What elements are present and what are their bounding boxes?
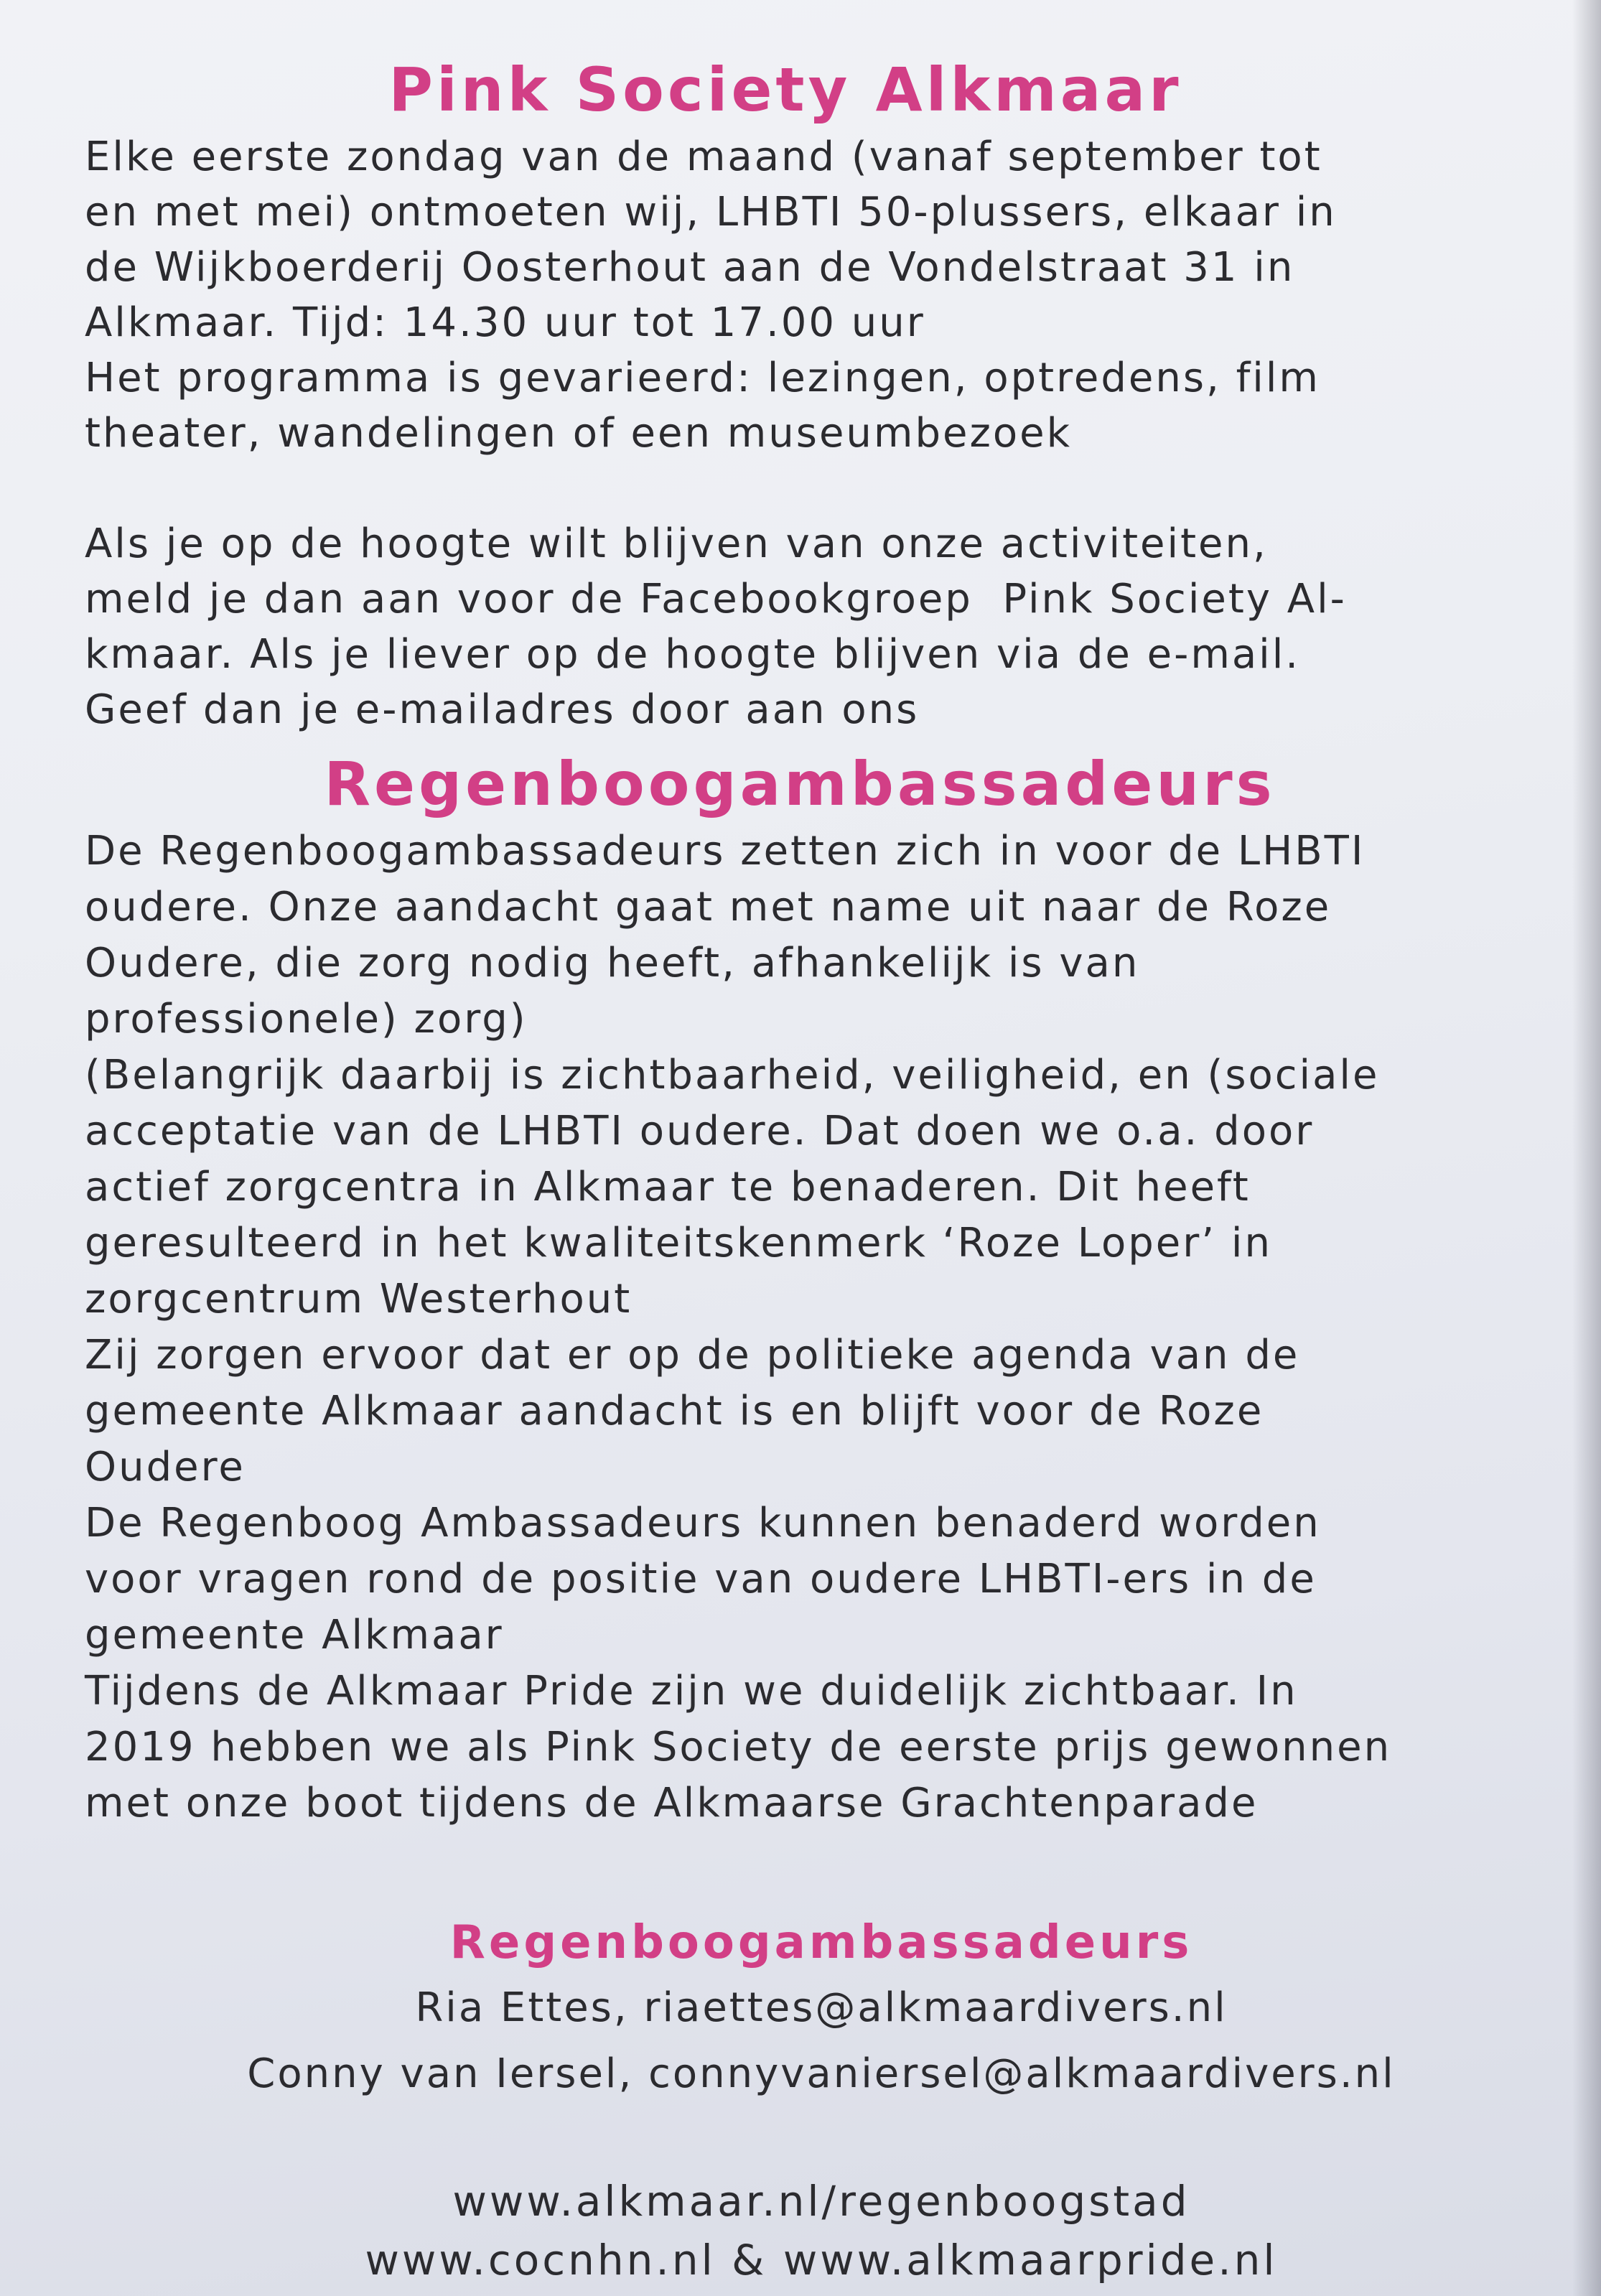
facebook-paragraph [85, 516, 1558, 737]
intro-paragraph [85, 129, 1558, 461]
text-line: actief zorgcentra in Alkmaar te benaderen. Dit heeft [85, 1164, 1251, 1210]
text-line: zorgcentrum Westerhout [85, 1276, 633, 1322]
text-line: Oudere [85, 1444, 246, 1490]
regenboog-title: Regenboogambassadeurs [324, 749, 1276, 819]
text-line: oudere. Onze aandacht gaat met name uit naar de Roze [85, 884, 1332, 930]
text-line: Tijdens de Alkmaar Pride zijn we duidelijk zichtbaar. In [85, 1668, 1298, 1714]
text-line: met onze boot tijdens de Alkmaarse Grachtenparade [85, 1780, 1259, 1826]
text-line: kmaar. Als je liever op de hoogte blijven via de e-mail. [85, 631, 1301, 678]
text-line: professionele) zorg) [85, 996, 528, 1042]
text-line: gemeente Alkmaar aandacht is en blijft voor de Roze [85, 1388, 1264, 1434]
link-regenboogstad: www.alkmaar.nl/regenboogstad [452, 2177, 1190, 2226]
contacts-title: Regenboogambassadeurs [449, 1916, 1193, 1969]
text-line: Oudere, die zorg nodig heeft, afhankelijk is van [85, 940, 1140, 986]
text-line: acceptatie van de LHBTI oudere. Dat doen we o.a. door [85, 1108, 1315, 1154]
link-coc-pride: www.cocnhn.nl & www.alkmaarpride.nl [365, 2236, 1278, 2285]
text-line: gemeente Alkmaar [85, 1612, 504, 1658]
page-edge-shadow [1572, 0, 1601, 2296]
text-line: meld je dan aan voor de Facebookgroep Pink Society Al- [85, 576, 1347, 622]
text-line: Elke eerste zondag van de maand (vanaf september tot [85, 134, 1322, 180]
text-line: theater, wandelingen of een museumbezoek [85, 410, 1072, 457]
text-line: de Wijkboerderij Oosterhout aan de Vondelstraat 31 in [85, 244, 1295, 291]
text-line: 2019 hebben we als Pink Society de eerste prijs gewonnen [85, 1724, 1392, 1770]
text-line: Het programma is gevarieerd: lezingen, optredens, film [85, 355, 1320, 401]
text-line: De Regenboog Ambassadeurs kunnen benaderd worden [85, 1500, 1321, 1546]
website-links [85, 2172, 1558, 2290]
text-line: geresulteerd in het kwaliteitskenmerk ‘Roze Loper’ in [85, 1220, 1272, 1266]
text-line: en met mei) ontmoeten wij, LHBTI 50-plussers, elkaar in [85, 189, 1337, 235]
text-line: Geef dan je e-mailadres door aan ons [85, 686, 920, 733]
contact-conny: Conny van Iersel, connyvaniersel@alkmaardivers.nl [247, 2050, 1396, 2097]
text-line: Alkmaar. Tijd: 14.30 uur tot 17.00 uur [85, 299, 925, 346]
contact-ria: Ria Ettes, riaettes@alkmaardivers.nl [415, 1984, 1228, 2031]
text-line: Als je op de hoogte wilt blijven van onze activiteiten, [85, 521, 1268, 567]
text-line: (Belangrijk daarbij is zichtbaarheid, veiligheid, en (sociale [85, 1052, 1380, 1098]
regenboog-paragraph [85, 823, 1558, 1831]
text-line: De Regenboogambassadeurs zetten zich in voor de LHBTI [85, 828, 1366, 874]
pink-society-title: Pink Society Alkmaar [388, 55, 1182, 125]
text-line: voor vragen rond de positie van oudere LHBTI-ers in de [85, 1556, 1317, 1602]
text-line: Zij zorgen ervoor dat er op de politieke agenda van de [85, 1332, 1300, 1378]
contact-list [85, 1975, 1558, 2107]
